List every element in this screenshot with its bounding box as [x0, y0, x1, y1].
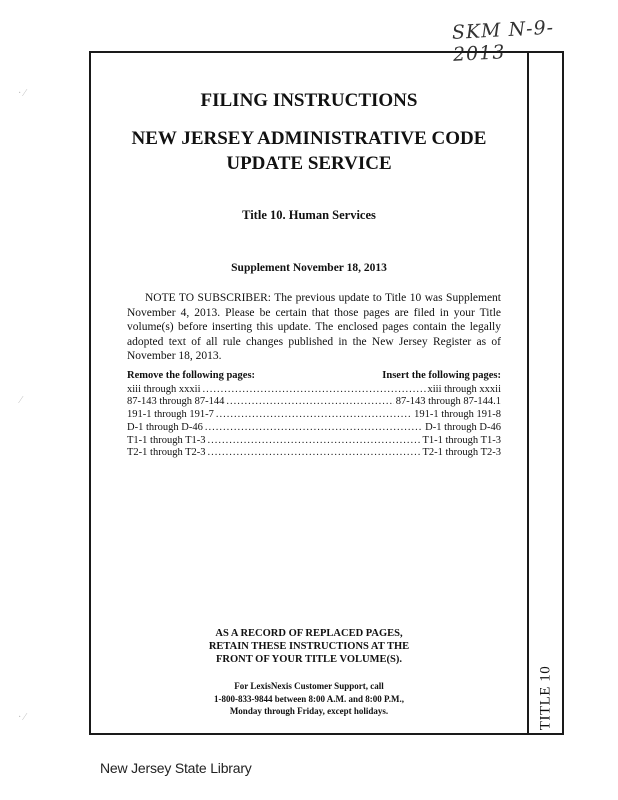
leader-dots — [205, 422, 423, 435]
table-row — [127, 409, 501, 422]
leader-dots — [208, 447, 421, 460]
tab-label: TITLE 10 — [537, 665, 553, 731]
remove-pages: 87-143 through 87-144 — [127, 396, 225, 408]
support-phone: 1-800-833-9844 between 8:00 A.M. and 8:00 P.M., — [214, 693, 404, 704]
supplement-date: Supplement November 18, 2013 — [231, 262, 387, 274]
remove-pages: T1-1 through T1-3 — [127, 434, 206, 446]
record-instructions — [89, 627, 529, 667]
title-tab — [527, 51, 564, 735]
code-title-line1: NEW JERSEY ADMINISTRATIVE CODE — [131, 128, 487, 149]
table-row — [127, 396, 501, 409]
insert-pages: xiii through xxxii — [427, 383, 501, 395]
page-title: FILING INSTRUCTIONS — [200, 90, 418, 111]
customer-support — [89, 680, 529, 718]
insert-pages: D-1 through D-46 — [425, 421, 501, 433]
insert-pages: 191-1 through 191-8 — [414, 409, 501, 421]
leader-dots — [203, 384, 426, 397]
table-row — [127, 435, 501, 448]
leader-dots — [208, 435, 421, 448]
remove-pages: T2-1 through T2-3 — [127, 447, 206, 459]
remove-header: Remove the following pages: — [127, 370, 256, 381]
subtitle: Title 10. Human Services — [242, 208, 376, 222]
table-row — [127, 384, 501, 397]
code-title — [89, 126, 529, 176]
code-title-line2: UPDATE SERVICE — [226, 153, 392, 174]
library-stamp: New Jersey State Library — [100, 760, 252, 776]
table-row — [127, 422, 501, 435]
leader-dots — [226, 396, 393, 409]
remove-pages: D-1 through D-46 — [127, 421, 203, 433]
record-line: RETAIN THESE INSTRUCTIONS AT THE — [208, 641, 410, 653]
note-text: NOTE TO SUBSCRIBER: The previous update to Title 10 was Supplement November 4, 2013. Please be certain that those pages are filed in your Title volume(s) before inserting this update. The enclosed pages contain the legally adopted text of all rule changes published in the New Jersey Register as of November 18, 2013. — [127, 292, 501, 362]
scan-speck: ⁄ — [20, 395, 22, 406]
remove-pages: xiii through xxxii — [127, 383, 201, 395]
remove-pages: 191-1 through 191-7 — [127, 409, 214, 421]
insert-pages: T1-1 through T1-3 — [422, 434, 501, 446]
support-line: For LexisNexis Customer Support, call — [234, 681, 384, 691]
support-line: Monday through Friday, except holidays. — [229, 706, 389, 716]
handwritten-note: SKM N-9-2013 — [451, 16, 555, 66]
scan-speck: · ⁄ — [18, 88, 26, 99]
insert-pages: 87-143 through 87-144.1 — [395, 396, 501, 408]
record-line: AS A RECORD OF REPLACED PAGES, — [215, 628, 403, 639]
subscriber-note — [127, 291, 501, 364]
scan-speck: · ⁄ — [18, 712, 26, 723]
table-header — [127, 370, 501, 383]
page-table — [127, 370, 501, 460]
leader-dots — [216, 409, 412, 422]
record-line: FRONT OF YOUR TITLE VOLUME(S). — [216, 654, 402, 666]
insert-header: Insert the following pages: — [382, 370, 501, 381]
table-row — [127, 447, 501, 460]
insert-pages: T2-1 through T2-3 — [422, 447, 501, 459]
